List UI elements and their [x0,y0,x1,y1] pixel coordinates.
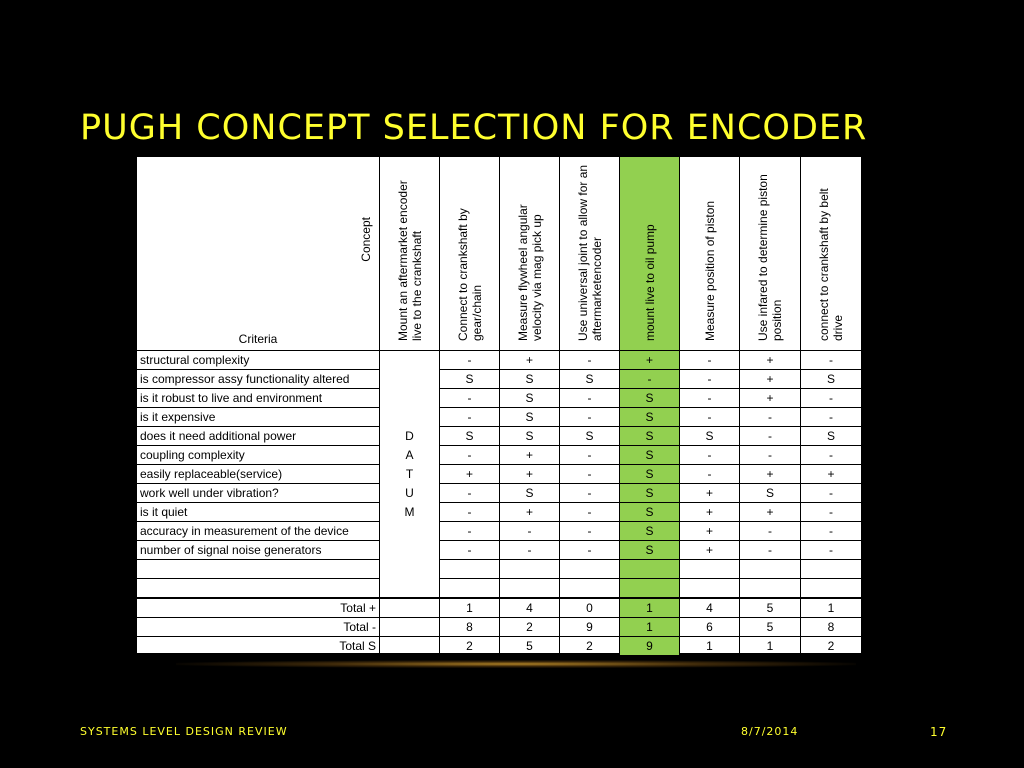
score-cell: S [560,370,620,389]
total-row [137,598,862,618]
concept-header-3 [500,157,560,351]
score-cell: - [500,522,560,541]
total-row [137,637,862,656]
score-cell: - [801,541,862,560]
concept-label-text: Measure flywheel angular velocity via mag pick up [515,204,544,341]
score-cell: - [801,351,862,370]
score-cell: + [740,351,801,370]
datum-total-cell [380,637,440,656]
total-cell: 2 [801,637,862,656]
score-cell: - [560,351,620,370]
table-shadow [176,660,856,668]
blank-cell [500,560,560,579]
total-cell: 1 [620,618,680,637]
score-cell: S [801,370,862,389]
score-cell: S [620,541,680,560]
score-cell: - [801,484,862,503]
concept-label: Concept [359,217,373,262]
concept-label-text: mount live to oil pump [642,224,657,341]
score-cell: + [620,351,680,370]
score-cell: + [500,446,560,465]
header-corner [137,157,380,351]
score-cell: + [801,465,862,484]
score-cell: + [680,484,740,503]
criteria-row [137,370,862,389]
score-cell: S [620,465,680,484]
total-cell: 9 [620,637,680,656]
score-cell: S [620,389,680,408]
concept-header-6 [680,157,740,351]
blank-row [137,560,862,579]
total-cell: 0 [560,598,620,618]
score-cell: - [440,389,500,408]
score-cell: S [500,389,560,408]
criteria-name: is it quiet [137,503,380,522]
criteria-name: work well under vibration? [137,484,380,503]
criteria-name: accuracy in measurement of the device [137,522,380,541]
criteria-name: is compressor assy functionality altered [137,370,380,389]
score-cell: - [560,389,620,408]
blank-cell [137,579,380,599]
score-cell: - [440,503,500,522]
score-cell: - [680,370,740,389]
score-cell: S [740,484,801,503]
concept-header-7 [740,157,801,351]
score-cell: - [680,465,740,484]
score-cell: S [500,370,560,389]
footer-title: SYSTEMS LEVEL DESIGN REVIEW [80,725,288,738]
score-cell: - [740,522,801,541]
score-cell: S [620,503,680,522]
blank-cell [740,579,801,599]
score-cell: - [560,465,620,484]
score-cell: S [500,427,560,446]
score-cell: + [440,465,500,484]
score-cell: S [620,522,680,541]
score-cell: - [560,503,620,522]
score-cell: - [680,446,740,465]
score-cell: - [440,408,500,427]
datum-letter: D [405,428,414,443]
criteria-row [137,465,862,484]
score-cell: + [680,503,740,522]
concept-label-text: Mount an aftermarket encoder live to the crankshaft [395,180,424,341]
concept-label-text: Use universal joint to allow for an aftermarketencoder [575,164,604,341]
score-cell: - [560,484,620,503]
concept-label-text: Connect to crankshaft by gear/chain [455,208,484,341]
score-cell: S [440,427,500,446]
datum-total-cell [380,618,440,637]
score-cell: S [680,427,740,446]
criteria-row [137,446,862,465]
score-cell: - [801,446,862,465]
criteria-name: does it need additional power [137,427,380,446]
score-cell: - [740,541,801,560]
criteria-name: is it expensive [137,408,380,427]
total-label: Total - [137,618,380,637]
criteria-name: is it robust to live and environment [137,389,380,408]
total-label: Total + [137,598,380,618]
concept-label-text: Use infared to determine piston position [756,174,784,341]
criteria-row [137,503,862,522]
score-cell: S [620,484,680,503]
criteria-name: coupling complexity [137,446,380,465]
score-cell: - [740,408,801,427]
criteria-row [137,522,862,541]
blank-cell [137,560,380,579]
blank-cell [620,560,680,579]
datum-letter: U [405,485,414,500]
total-cell: 2 [500,618,560,637]
score-cell: S [500,484,560,503]
total-cell: 2 [560,637,620,656]
score-cell: - [440,446,500,465]
score-cell: S [620,446,680,465]
concept-label-text: connect to crankshaft by belt drive [817,188,845,341]
total-cell: 1 [680,637,740,656]
total-cell: 9 [560,618,620,637]
page-number: 17 [930,725,948,739]
score-cell: - [560,522,620,541]
score-cell: - [801,503,862,522]
score-cell: - [560,446,620,465]
total-cell: 2 [440,637,500,656]
score-cell: S [801,427,862,446]
score-cell: + [740,389,801,408]
total-label: Total S [137,637,380,656]
total-cell: 6 [680,618,740,637]
concept-header-2 [440,157,500,351]
score-cell: S [440,370,500,389]
criteria-row [137,484,862,503]
score-cell: - [440,484,500,503]
score-cell: - [440,522,500,541]
criteria-name: structural complexity [137,351,380,370]
total-cell: 5 [740,598,801,618]
pugh-table [136,156,862,656]
score-cell: - [740,427,801,446]
blank-cell [801,579,862,599]
datum-total-cell [380,598,440,618]
score-cell: + [500,465,560,484]
total-cell: 1 [440,598,500,618]
concept-header-4 [560,157,620,351]
total-row [137,618,862,637]
total-cell: 5 [500,637,560,656]
score-cell: - [801,522,862,541]
slide-title: PUGH CONCEPT SELECTION FOR ENCODER [80,108,868,148]
criteria-row [137,351,862,370]
criteria-row [137,408,862,427]
blank-cell [801,560,862,579]
pugh-matrix [136,156,861,653]
score-cell: + [680,541,740,560]
footer-date: 8/7/2014 [741,725,799,738]
score-cell: - [801,408,862,427]
score-cell: - [560,408,620,427]
concept-header-5 [620,157,680,351]
blank-cell [500,579,560,599]
criteria-label: Criteria [238,332,278,346]
criteria-name: number of signal noise generators [137,541,380,560]
blank-cell [740,560,801,579]
total-cell: 8 [440,618,500,637]
blank-cell [620,579,680,599]
blank-cell [680,579,740,599]
blank-cell [680,560,740,579]
score-cell: - [440,351,500,370]
score-cell: + [500,351,560,370]
score-cell: + [740,370,801,389]
blank-cell [560,560,620,579]
score-cell: - [680,351,740,370]
score-cell: - [680,389,740,408]
criteria-name: easily replaceable(service) [137,465,380,484]
header-row [137,157,862,351]
concept-label-text: Measure position of piston [702,200,717,341]
score-cell: + [740,465,801,484]
score-cell: - [620,370,680,389]
score-cell: + [680,522,740,541]
score-cell: S [560,427,620,446]
concept-header-8 [801,157,862,351]
datum-letter: A [405,447,414,462]
total-cell: 1 [801,598,862,618]
blank-cell [560,579,620,599]
total-cell: 5 [740,618,801,637]
datum-letter: T [405,466,414,481]
concept-header-1 [380,157,440,351]
score-cell: + [740,503,801,522]
score-cell: - [680,408,740,427]
datum-letter: M [404,504,415,519]
blank-cell [440,579,500,599]
score-cell: - [560,541,620,560]
score-cell: S [620,408,680,427]
criteria-row [137,427,862,446]
total-cell: 8 [801,618,862,637]
score-cell: S [500,408,560,427]
total-cell: 1 [740,637,801,656]
blank-cell [440,560,500,579]
total-cell: 1 [620,598,680,618]
total-cell: 4 [680,598,740,618]
score-cell: - [440,541,500,560]
blank-row [137,579,862,599]
criteria-row [137,389,862,408]
datum-column [380,351,440,599]
score-cell: + [500,503,560,522]
score-cell: - [500,541,560,560]
score-cell: - [740,446,801,465]
score-cell: - [801,389,862,408]
criteria-row [137,541,862,560]
total-cell: 4 [500,598,560,618]
score-cell: S [620,427,680,446]
